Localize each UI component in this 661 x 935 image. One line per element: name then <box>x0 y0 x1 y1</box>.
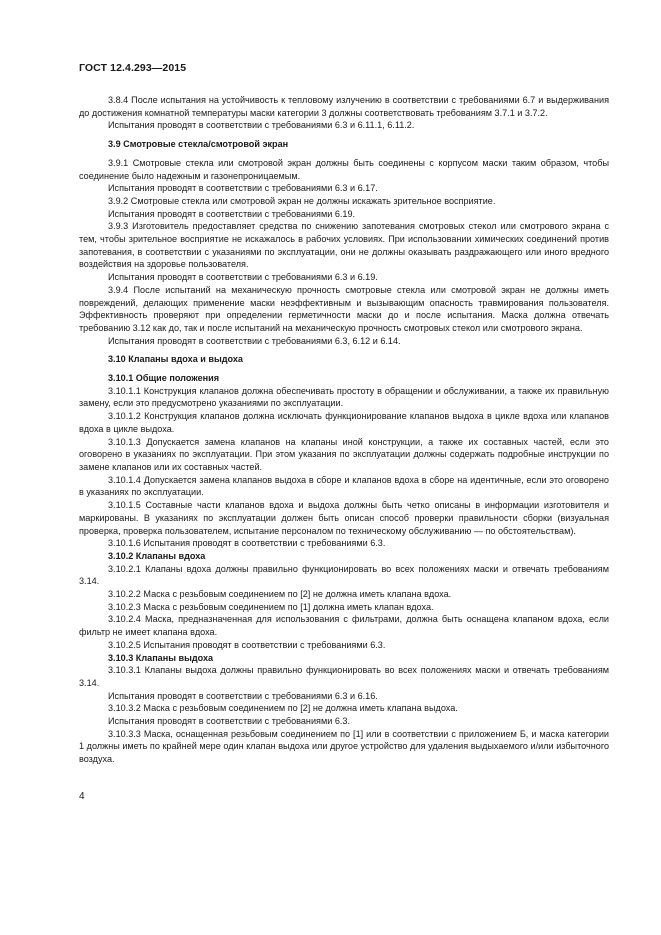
paragraph: Испытания проводят в соответствии с требованиями 6.3 и 6.19. <box>108 272 378 283</box>
paragraph: 3.10.3.2 Маска с резьбовым соединением по [2] не должна иметь клапана выдоха. <box>108 703 458 714</box>
paragraph: Испытания проводят в соответствии с требованиями 6.3 и 6.17. <box>108 183 378 194</box>
paragraph: 3.10.1.6 Испытания проводят в соответствии с требованиями 6.3. <box>108 538 386 549</box>
paragraph: 3.10.2.4 Маска, предназначенная для использования с фильтрами, должна быть оснащена клапаном вдоха, если фильтр не имеет клапана вдоха. <box>79 614 609 638</box>
paragraph: 3.10.1.3 Допускается замена клапанов на клапаны иной конструкции, а также их составных частей, если это оговорено в указаниях по эксплуатации. При этом указания по эксплуатации должны содержать подробные инструкции по замене клапанов или их составных частей. <box>79 436 609 472</box>
section-heading: 3.10.2 Клапаны вдоха <box>108 550 206 561</box>
paragraph: 3.10.1.5 Составные части клапанов вдоха и выдоха должны быть четко описаны в информации изготовителя и маркированы. В указаниях по эксплуатации должен быть описан способ проверки правильности сборки (визуальная проверка, проверка пользователем, испытание персоналом по техническому обслуживанию — по обстоятельствам). <box>79 500 609 536</box>
paragraph: 3.9.1 Смотровые стекла или смотровой экран должны быть соединены с корпусом маски таким образом, чтобы соединение было надежным и газонепроницаемым. <box>79 157 609 181</box>
page-number: 4 <box>79 791 85 802</box>
paragraph: 3.10.1.4 Допускается замена клапанов выдоха в сборе и клапанов вдоха в сборе на идентичные, если это оговорено в указаниях по эксплуатации. <box>79 474 609 498</box>
paragraph: 3.10.3.3 Маска, оснащенная резьбовым соединением по [1] или в соответствии с приложением Б, и маска категории 1 должны иметь по крайней мере один клапан выдоха или другое устройство для удаления выдыхаемого и/или избыточного воздуха. <box>79 728 609 765</box>
paragraph: 3.9.2 Смотровые стекла или смотровой экран не должны искажать зрительное восприятие. <box>108 195 496 206</box>
paragraph: 3.10.2.1 Клапаны вдоха должны правильно функционировать во всех положениях маски и отвечать требованиям 3.14. <box>79 563 609 587</box>
paragraph: 3.10.1.2 Конструкция клапанов должна исключать функционирование клапанов выдоха в цикле вдоха или клапанов вдоха в цикле выдоха. <box>79 411 609 434</box>
paragraph: 3.10.1.1 Конструкция клапанов должна обеспечивать простоту в обращении и обслуживании, а также их правильную замену, если это предусмотрено указаниями по эксплуатации. <box>79 385 609 409</box>
paragraph: Испытания проводят в соответствии с требованиями 6.3. <box>108 716 350 727</box>
section-heading: 3.10 Клапаны вдоха и выдоха <box>108 354 243 365</box>
paragraph: 3.10.3.1 Клапаны выдоха должны правильно функционировать во всех положениях маски и отвечать требованиям 3.14. <box>79 665 609 688</box>
section-heading: 3.10.3 Клапаны выдоха <box>108 652 214 663</box>
paragraph: Испытания проводят в соответствии с требованиями 6.3 и 6.11.1, 6.11.2. <box>108 120 415 131</box>
paragraph: Испытания проводят в соответствии с требованиями 6.3, 6.12 и 6.14. <box>108 335 401 346</box>
paragraph: 3.10.2.5 Испытания проводят в соответствии с требованиями 6.3. <box>108 639 386 650</box>
document-body <box>79 94 609 766</box>
paragraph: 3.10.2.2 Маска с резьбовым соединением по [2] не должна иметь клапана вдоха. <box>108 589 452 600</box>
paragraph: Испытания проводят в соответствии с требованиями 6.3 и 6.16. <box>108 690 378 701</box>
paragraph: 3.10.2.3 Маска с резьбовым соединением по [1] должна иметь клапан вдоха. <box>108 601 434 612</box>
paragraph: 3.9.3 Изготовитель предоставляет средства по снижению запотевания смотровых стекол или смотрового экрана с тем, чтобы зрительное восприятие не искажалось в рабочих условиях. При использовании химических соединений против запотевания, в соответствии с указаниями по эксплуатации, они не должны оказывать раздражающего или иного вредного воздействия на здоровье пользователя. <box>79 221 609 270</box>
paragraph: 3.8.4 После испытания на устойчивость к тепловому излучению в соответствии с требованиями 6.7 и выдерживания до достижения комнатной температуры маски категории 3 должны соответствовать требованиям 3.7.1 и 3.7.2. <box>79 95 609 118</box>
paragraph: Испытания проводят в соответствии с требованиями 6.19. <box>108 208 356 219</box>
section-heading: 3.10.1 Общие положения <box>108 373 220 384</box>
section-heading: 3.9 Смотровые стекла/смотровой экран <box>108 139 289 150</box>
document-header: ГОСТ 12.4.293—2015 <box>79 62 187 74</box>
paragraph: 3.9.4 После испытаний на механическую прочность смотровые стекла или смотровой экран не должны иметь повреждений, делающих применение маски неэффективным и вызывающим опасность травмирования пользователя. Эффективность проверяют при определении герметичности маски до и после испытания. Маска должна отвечать требованию 3.12 как до, так и после испытаний на механическую прочность смотровых стекол или смотрового экрана. <box>79 284 609 333</box>
